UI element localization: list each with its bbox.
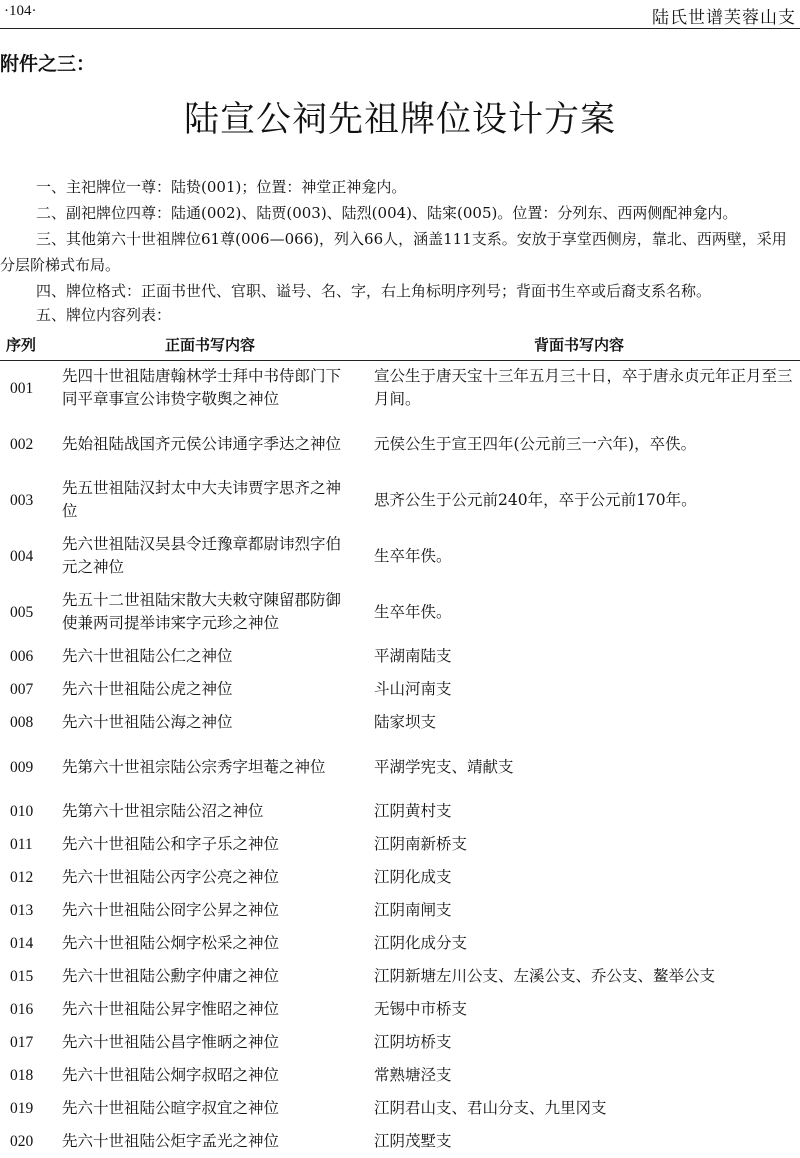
cell-back: 思齐公生于公元前240年，卒于公元前170年。 xyxy=(374,490,697,509)
table-row xyxy=(0,828,800,861)
paragraph-3: 三、其他第六十世祖牌位61尊(006—066)，列入66人，涵盖111支系。安放于享堂西侧房，靠北、西两壁，采用分层阶梯式布局。 xyxy=(0,230,787,274)
table-row xyxy=(0,1026,800,1059)
cell-seq: 020 xyxy=(10,1133,34,1150)
cell-back: 元侯公生于宣王四年(公元前三一六年)，卒佚。 xyxy=(374,434,697,453)
table-row xyxy=(0,993,800,1026)
cell-front: 先六十世祖陆公炯字松采之神位 xyxy=(62,934,280,952)
cell-seq: 010 xyxy=(10,803,34,820)
column-header-front: 正面书写内容 xyxy=(62,330,358,360)
column-header-back: 背面书写内容 xyxy=(358,330,800,360)
cell-seq: 006 xyxy=(10,648,34,665)
cell-seq: 014 xyxy=(10,935,34,952)
cell-front: 先五十二世祖陆宋散大夫敕守陳留郡防御使兼两司提举讳宷字元珍之神位 xyxy=(62,591,342,632)
list-label: 五、牌位内容列表： xyxy=(36,306,172,324)
table-row xyxy=(0,360,800,416)
cell-front: 先六十世祖陆公仁之神位 xyxy=(62,647,233,665)
cell-seq: 004 xyxy=(10,547,34,565)
cell-seq: 018 xyxy=(10,1067,34,1084)
cell-seq: 003 xyxy=(10,491,34,509)
paragraph-2: 二、副祀牌位四尊：陆通(002)、陆贾(003)、陆烈(004)、陆宷(005)。位置：分列东、西两侧配神龛内。 xyxy=(36,204,738,222)
appendix-label: 附件之三： xyxy=(0,53,96,75)
table-row xyxy=(0,1059,800,1092)
cell-front: 先六十世祖陆公炯字叔昭之神位 xyxy=(62,1066,280,1084)
page-header xyxy=(0,0,800,29)
cell-back: 平湖学宪支、靖献支 xyxy=(374,757,514,776)
cell-back: 江阴君山支、君山分支、九里冈支 xyxy=(374,1099,607,1117)
cell-seq: 013 xyxy=(10,902,34,919)
table-row xyxy=(0,739,800,795)
cell-seq: 005 xyxy=(10,603,34,621)
cell-seq: 019 xyxy=(10,1100,34,1117)
cell-front: 先六十世祖陆公昌字惟昞之神位 xyxy=(62,1033,280,1051)
table-row xyxy=(0,927,800,960)
table-row xyxy=(0,584,800,640)
cell-back: 平湖南陆支 xyxy=(374,647,452,665)
cell-front: 先始祖陆战国齐元侯公讳通字季达之神位 xyxy=(62,434,342,453)
cell-front: 先六十世祖陆公炬字孟光之神位 xyxy=(62,1132,280,1150)
cell-back: 常熟塘泾支 xyxy=(374,1066,452,1084)
cell-back: 生卒年佚。 xyxy=(374,546,452,565)
cell-front: 先五世祖陆汉封太中大夫讳贾字思齐之神位 xyxy=(62,479,342,520)
cell-back: 江阴南新桥支 xyxy=(374,835,468,853)
cell-seq: 012 xyxy=(10,869,34,886)
cell-front: 先四十世祖陆唐翰林学士拜中书侍郎门下同平章事宣公讳贽字敬舆之神位 xyxy=(62,367,342,409)
cell-front: 先六十世祖陆公海之神位 xyxy=(62,713,233,731)
cell-back: 江阴新塘左川公支、左溪公支、乔公支、鳌举公支 xyxy=(374,967,716,985)
cell-back: 宣公生于唐天宝十三年五月三十日，卒于唐永贞元年正月至三月间。 xyxy=(374,367,793,409)
cell-front: 先六十世祖陆公暄字叔宜之神位 xyxy=(62,1099,280,1117)
tablet-content-table xyxy=(0,330,800,1158)
table-row xyxy=(0,1092,800,1125)
cell-seq: 015 xyxy=(10,968,34,985)
table-row xyxy=(0,894,800,927)
cell-back: 江阴化成分支 xyxy=(374,934,468,952)
cell-back: 陆家坝支 xyxy=(374,713,437,731)
cell-seq: 009 xyxy=(10,758,34,776)
table-row xyxy=(0,673,800,706)
page-number: ·104· xyxy=(4,3,37,19)
paragraph-4: 四、牌位格式：正面书世代、官职、谥号、名、字，右上角标明序列号；背面书生卒或后裔支系名称。 xyxy=(36,282,712,300)
table-row xyxy=(0,960,800,993)
cell-front: 先第六十世祖宗陆公宗秀字坦菴之神位 xyxy=(62,757,326,776)
cell-seq: 008 xyxy=(10,714,34,731)
table-row xyxy=(0,1125,800,1158)
paragraph-1: 一、主祀牌位一尊：陆贽(001)；位置：神堂正神龛内。 xyxy=(36,178,407,196)
table-row xyxy=(0,706,800,739)
cell-seq: 002 xyxy=(10,435,34,453)
cell-back: 江阴茂墅支 xyxy=(374,1132,452,1150)
table-header-row xyxy=(0,330,800,360)
cell-front: 先六十世祖陆公勳字仲庸之神位 xyxy=(62,967,280,985)
cell-back: 生卒年佚。 xyxy=(374,602,452,621)
table-row xyxy=(0,795,800,828)
cell-seq: 001 xyxy=(10,379,34,397)
cell-front: 先六世祖陆汉吴县令迁豫章都尉讳烈字伯元之神位 xyxy=(62,535,342,576)
page-title: 陆宣公祠先祖牌位设计方案 xyxy=(183,100,616,140)
cell-back: 江阴南闸支 xyxy=(374,901,452,919)
cell-front: 先六十世祖陆公丙字公亮之神位 xyxy=(62,868,280,886)
cell-front: 先六十世祖陆公虎之神位 xyxy=(62,680,233,698)
cell-back: 斗山河南支 xyxy=(374,680,452,698)
cell-back: 江阴化成支 xyxy=(374,868,452,886)
table-row xyxy=(0,528,800,584)
cell-front: 先六十世祖陆公冏字公昇之神位 xyxy=(62,901,280,919)
table-row xyxy=(0,640,800,673)
cell-front: 先六十世祖陆公和字子乐之神位 xyxy=(62,835,280,853)
table-row xyxy=(0,416,800,472)
cell-front: 先六十世祖陆公昇字惟昭之神位 xyxy=(62,1000,280,1018)
running-title: 陆氏世谱芙蓉山支 xyxy=(652,8,796,28)
table-row xyxy=(0,472,800,528)
cell-back: 江阴坊桥支 xyxy=(374,1033,452,1051)
cell-seq: 016 xyxy=(10,1001,34,1018)
cell-back: 无锡中市桥支 xyxy=(374,1000,468,1018)
cell-front: 先第六十世祖宗陆公沼之神位 xyxy=(62,802,264,820)
cell-seq: 011 xyxy=(10,836,33,853)
cell-seq: 007 xyxy=(10,681,34,698)
cell-back: 江阴黄村支 xyxy=(374,802,452,820)
cell-seq: 017 xyxy=(10,1034,34,1051)
table-row xyxy=(0,861,800,894)
column-header-seq: 序列 xyxy=(0,330,62,360)
